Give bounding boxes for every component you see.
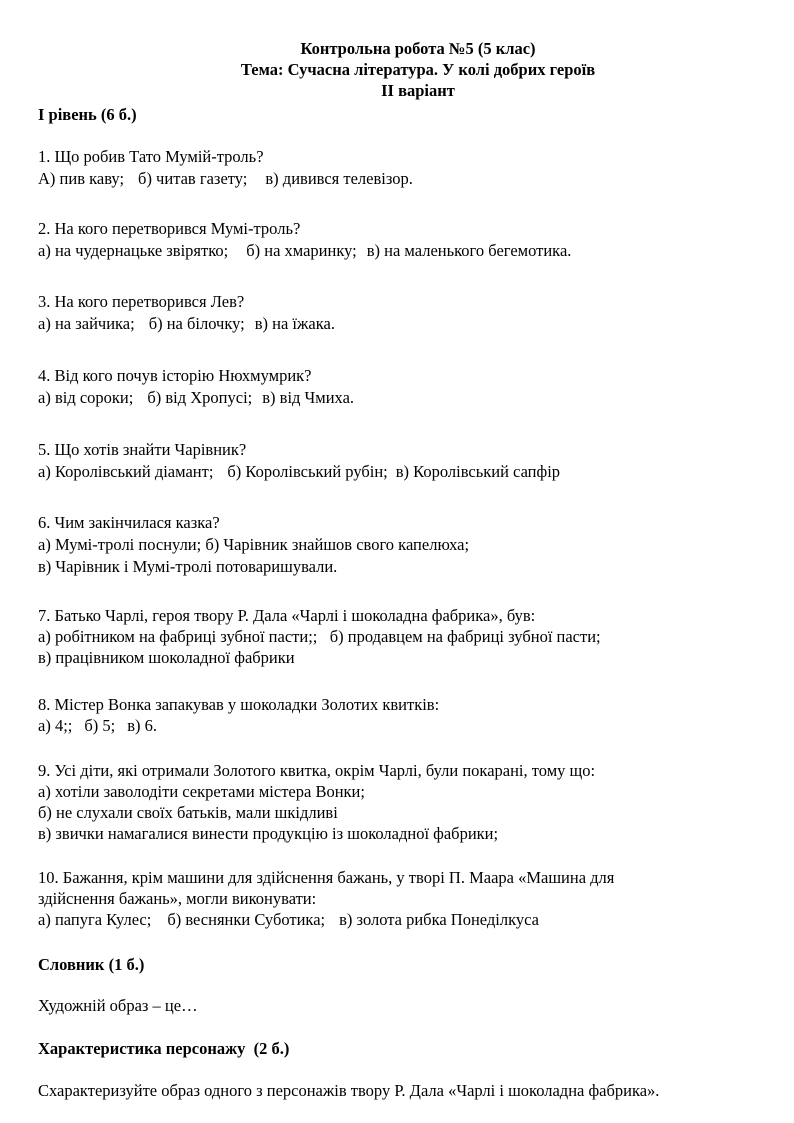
document-page [38,38,758,1100]
question-3 [38,291,758,335]
question-9-text: 9. Усі діти, які отримали Золотого квитка, окрім Чарлі, були покарані, тому що: [38,761,596,780]
question-9-line-2: б) не слухали своїх батьків, мали шкідливі [38,803,338,822]
question-6-line-1: а) Мумі-тролі поснули; б) Чарівник знайшов свого капелюха; [38,535,470,554]
question-3-option-a: а) на зайчика; [38,314,135,333]
question-5-option-a: а) Королівський діамант; [38,462,214,481]
question-10 [38,867,758,930]
question-7 [38,605,758,668]
question-2-option-b: б) на хмаринку; [246,241,357,260]
question-2-text: 2. На кого перетворився Мумі-троль? [38,219,301,238]
character-title: Характеристика персонажу (2 б.) [38,1039,290,1058]
question-2-option-a: а) на чудернацьке звірятко; [38,241,229,260]
dictionary-prompt: Художній образ – це… [38,996,198,1015]
question-4-option-c: в) від Чмиха. [262,388,355,407]
question-6 [38,512,758,578]
document-variant: ІІ варіант [381,81,455,100]
question-3-option-b: б) на білочку; [148,314,245,333]
question-8-option-a: а) 4;; [38,716,73,735]
question-4 [38,365,758,409]
character-prompt: Схарактеризуйте образ одного з персонажів твору Р. Дала «Чарлі і шоколадна фабрика». [38,1081,660,1100]
question-5-option-b: б) Королівський рубін; [227,462,388,481]
question-10-options [38,909,758,930]
question-9 [38,760,758,844]
dictionary-title: Словник (1 б.) [38,955,145,974]
question-7-text: 7. Батько Чарлі, героя твору Р. Дала «Чарлі і шоколадна фабрика», був: [38,606,536,625]
document-topic: Тема: Сучасна література. У колі добрих героїв [240,60,596,79]
question-8-option-b: б) 5; [84,716,116,735]
document-header [78,38,758,101]
question-2-option-c: в) на маленького бегемотика. [366,241,572,260]
question-5-options [38,461,758,483]
question-1-text: 1. Що робив Тато Мумій-троль? [38,147,264,166]
question-7-line-2: в) працівником шоколадної фабрики [38,648,295,667]
question-10-option-c: в) золота рибка Понеділкуса [339,910,539,929]
question-4-option-a: а) від сороки; [38,388,134,407]
question-5 [38,439,758,483]
question-3-text: 3. На кого перетворився Лев? [38,292,245,311]
question-4-option-b: б) від Хропусі; [147,388,253,407]
question-6-text: 6. Чим закінчилася казка? [38,513,220,532]
question-9-line-3: в) звички намагалися винести продукцію із шоколадної фабрики; [38,824,499,843]
question-3-option-c: в) на їжака. [254,314,335,333]
question-10-text: 10. Бажання, крім машини для здійснення бажань, у творі П. Маара «Машина для [38,868,615,887]
question-3-options [38,313,758,335]
question-10-option-b: б) веснянки Суботика; [167,910,326,929]
question-1-option-c: в) дивився телевізор. [265,169,413,188]
question-8-text: 8. Містер Вонка запакував у шоколадки Золотих квитків: [38,695,440,714]
question-1 [38,146,758,190]
question-8 [38,694,758,736]
question-8-options [38,715,758,736]
question-2 [38,218,758,262]
question-1-options [38,168,758,190]
document-title: Контрольна робота №5 (5 клас) [300,39,536,58]
question-1-option-b: б) читав газету; [138,169,248,188]
question-5-option-c: в) Королівський сапфір [395,462,561,481]
question-4-text: 4. Від кого почув історію Нюхмумрик? [38,366,312,385]
question-5-text: 5. Що хотів знайти Чарівник? [38,440,247,459]
question-4-options [38,387,758,409]
question-2-options [38,240,758,262]
question-8-option-c: в) 6. [127,716,158,735]
question-10-option-a: а) папуга Кулес; [38,910,152,929]
question-9-line-1: а) хотіли заволодіти секретами містера Вонки; [38,782,365,801]
question-10-text-continued: здійснення бажань», могли виконувати: [38,889,317,908]
question-7-line-1: а) робітником на фабриці зубної пасти;; б) продавцем на фабриці зубної пасти; [38,627,601,646]
question-6-line-2: в) Чарівник і Мумі-тролі потоваришували. [38,557,338,576]
question-1-option-a: А) пив каву; [38,169,125,188]
level1-title: І рівень (6 б.) [38,105,137,124]
